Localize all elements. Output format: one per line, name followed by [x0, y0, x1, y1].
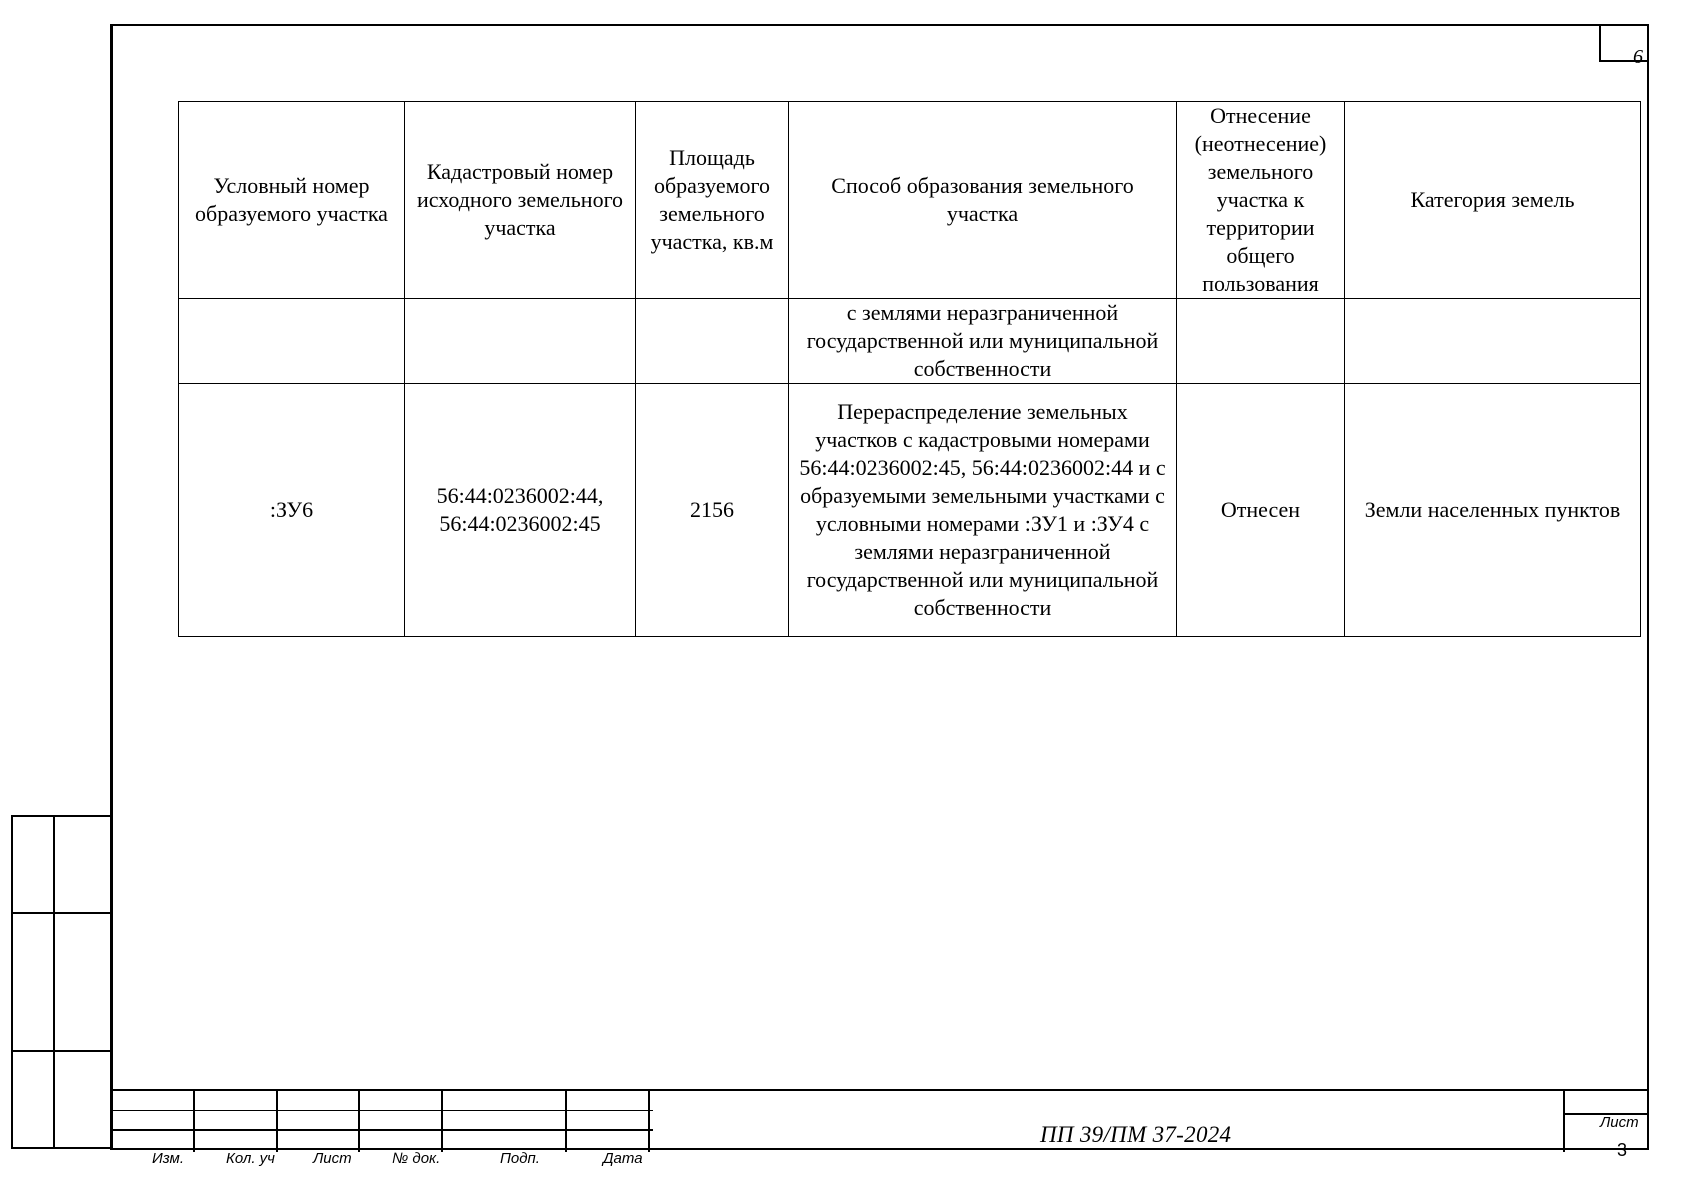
label-sheet: Лист [313, 1150, 352, 1167]
table-cell [1177, 299, 1345, 384]
header-land-category: Категория земель [1345, 102, 1641, 299]
table-row [179, 384, 1641, 637]
header-cadastral-number: Кадастровый номер исходного земельного участка [405, 102, 636, 299]
header-public-use: Отнесение (неотнесение) земельного участка к территории общего пользования [1177, 102, 1345, 299]
table-cell [179, 299, 405, 384]
label-doc-number: № док. [392, 1150, 441, 1167]
binding-strip-line [13, 912, 111, 914]
title-block-column-line [276, 1091, 278, 1152]
table-row [179, 299, 1641, 384]
table-cell [1345, 299, 1641, 384]
binding-strip-line [13, 1050, 111, 1052]
table-cell [636, 299, 789, 384]
title-block-column-line [193, 1091, 195, 1152]
cell-formation-method: Перераспределение земельных участков с кадастровыми номерами 56:44:0236002:45, 56:44:0236002:44 и с образуемыми земельными участками с условными номерами :ЗУ1 и :ЗУ4 с землями неразграниченной государственной или муниципальной собственности [789, 384, 1177, 637]
title-block [110, 1089, 1649, 1150]
cell-land-category: Земли населенных пунктов [1345, 384, 1641, 637]
binding-strip [11, 815, 111, 1149]
cell-public-use: Отнесен [1177, 384, 1345, 637]
cell-plot-number: :ЗУ6 [179, 384, 405, 637]
label-change: Изм. [152, 1150, 184, 1167]
title-block-row-line [110, 1129, 653, 1131]
header-plot-number: Условный номер образуемого участка [179, 102, 405, 299]
binding-strip-divider [53, 817, 55, 1147]
header-formation-method: Способ образования земельного участка [789, 102, 1177, 299]
sheet-label: Лист [1600, 1114, 1639, 1131]
sheet-number: 3 [1617, 1140, 1628, 1160]
header-area: Площадь образуемого земельного участка, кв.м [636, 102, 789, 299]
page-number: 6 [1633, 46, 1643, 68]
table-header-row [179, 102, 1641, 299]
title-block-column-line [648, 1091, 650, 1152]
land-plots-table [178, 101, 1641, 637]
cell-cadastral-number: 56:44:0236002:44, 56:44:0236002:45 [405, 384, 636, 637]
title-block-column-line [441, 1091, 443, 1152]
label-date: Дата [603, 1150, 643, 1167]
title-block-row-line [110, 1110, 653, 1111]
title-block-column-line [1563, 1091, 1565, 1152]
label-count: Кол. уч [226, 1150, 275, 1167]
document-code: ПП 39/ПМ 37-2024 [1040, 1122, 1232, 1147]
title-block-column-line [358, 1091, 360, 1152]
label-signature: Подп. [500, 1150, 540, 1167]
title-block-column-line [565, 1091, 567, 1152]
cell-method-continuation: с землями неразграниченной государственной или муниципальной собственности [789, 299, 1177, 384]
table-cell [405, 299, 636, 384]
cell-area: 2156 [636, 384, 789, 637]
